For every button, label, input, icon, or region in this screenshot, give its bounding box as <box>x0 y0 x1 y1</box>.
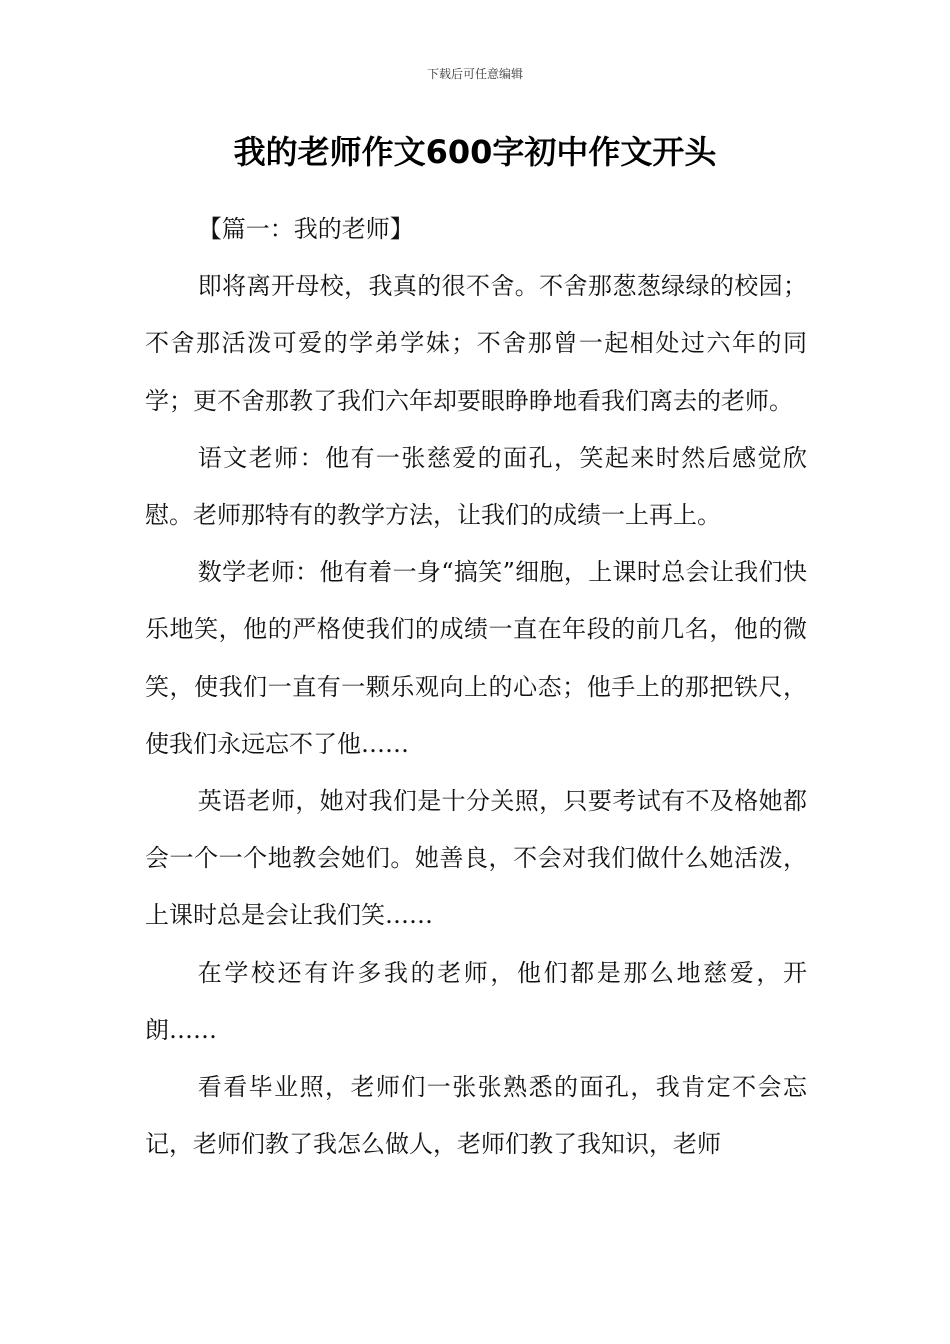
header-note: 下载后可任意编辑 <box>426 67 523 81</box>
document-body <box>145 201 807 1173</box>
paragraph-5: 在学校还有许多我的老师，他们都是那么地慈爱，开朗…… <box>145 958 807 1044</box>
paragraph-1: 即将离开母校，我真的很不舍。不舍那葱葱绿绿的校园；不舍那活泼可爱的学弟学妹；不舍那曾一起相处过六年的同学；更不舍那教了我们六年却要眼睁睁地看我们离去的老师。 <box>145 272 807 415</box>
paragraph-4: 英语老师，她对我们是十分关照，只要考试有不及格她都会一个一个地教会她们。她善良，不会对我们做什么她活泼，上课时总是会让我们笑…… <box>145 787 807 930</box>
section-heading: 【篇一：我的老师】 <box>197 215 414 243</box>
paragraph-3: 数学老师：他有着一身“搞笑”细胞，上课时总会让我们快乐地笑，他的严格使我们的成绩一直在年段的前几名，他的微笑，使我们一直有一颗乐观向上的心态；他手上的那把铁尺，使我们永远忘不了他…… <box>145 558 807 758</box>
paragraph-2: 语文老师：他有一张慈爱的面孔，笑起来时然后感觉欣慰。老师那特有的教学方法，让我们的成绩一上再上。 <box>145 443 807 530</box>
document-title: 我的老师作文600字初中作文开头 <box>233 133 717 171</box>
paragraph-6: 看看毕业照，老师们一张张熟悉的面孔，我肯定不会忘记，老师们教了我怎么做人，老师们教了我知识，老师 <box>145 1073 807 1159</box>
